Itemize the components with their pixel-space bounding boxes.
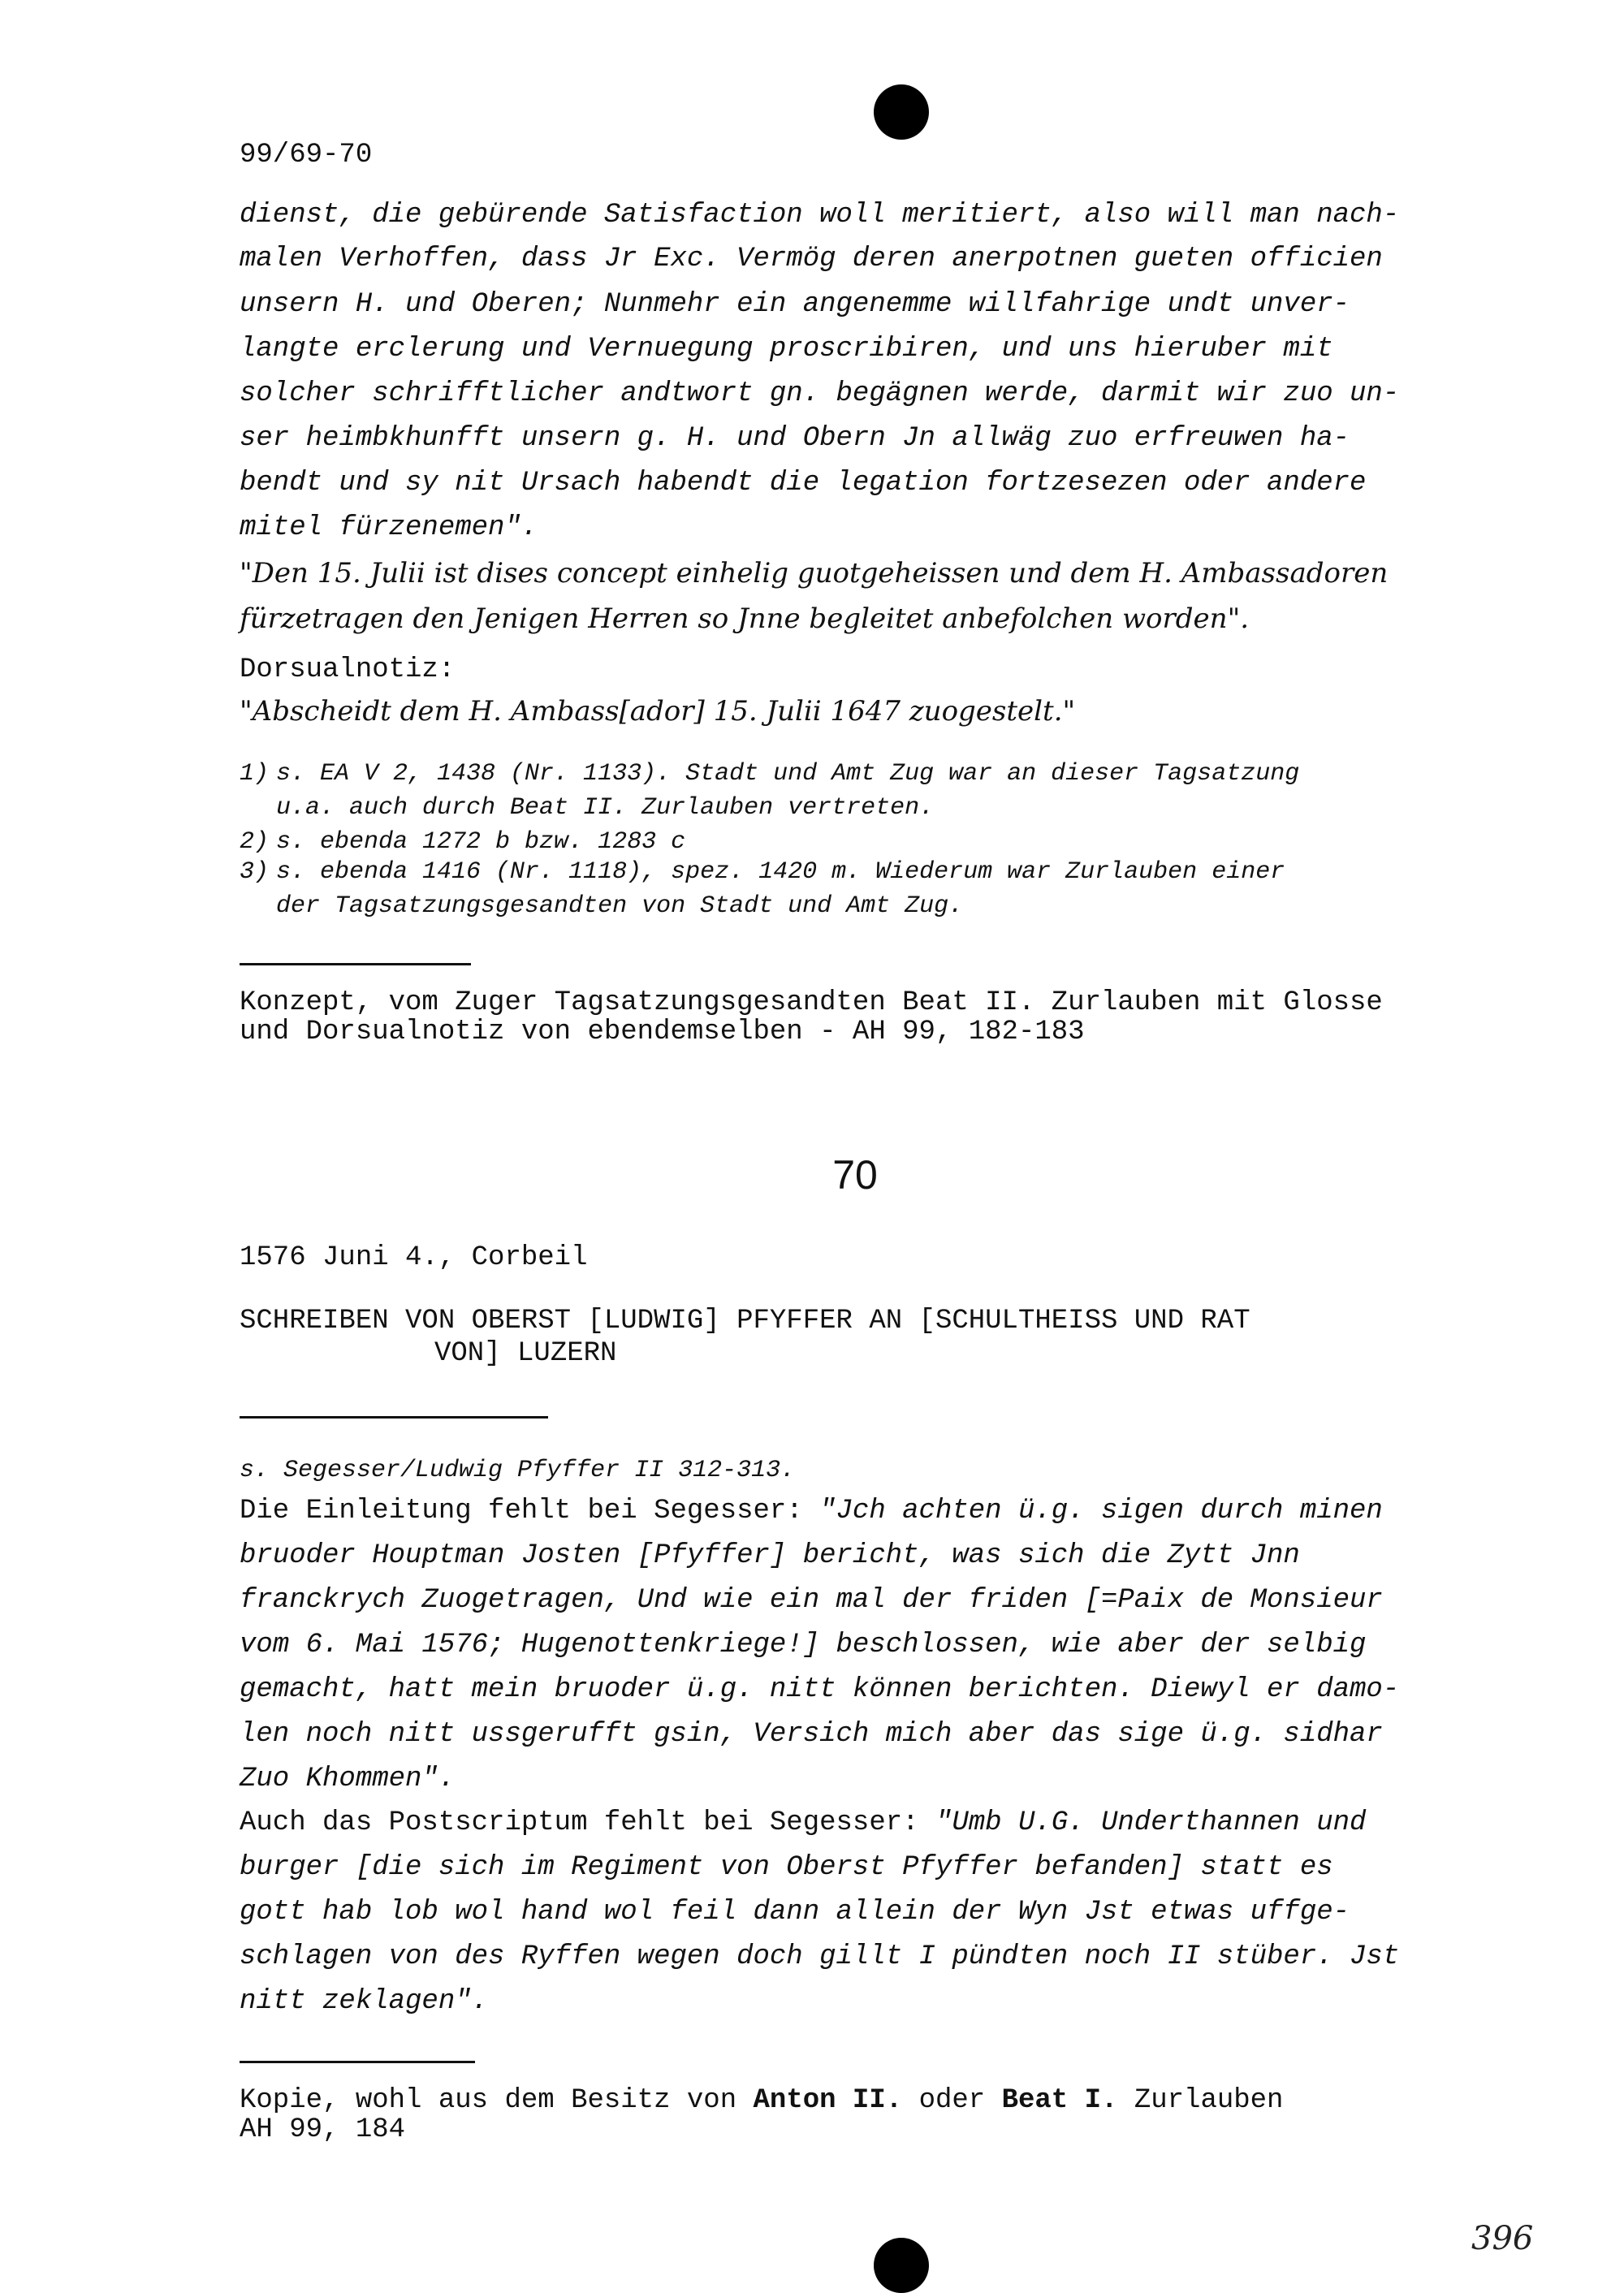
intro-label: Die Einleitung fehlt bei Segesser: [240,1496,803,1527]
punch-hole-bottom [874,2238,929,2293]
title-line: VON] LUZERN [434,1338,617,1369]
letter-line: bendt und sy nit Ursach habendt die legation fortzesezen oder andere [240,468,1367,499]
gloss-line: fürzetragen den Jenigen Herren so Jnne begleitet anbefolchen worden". [240,602,1250,635]
ps-first-line [240,1807,1366,1838]
person-name: Beat I. [1001,2085,1118,2116]
ps-line: gott hab lob wol hand wol feil dann allein der Wyn Jst etwas uffge- [240,1897,1350,1928]
footnote-num: 1) [240,760,270,788]
intro-line: len noch nitt ussgerufft gsin, Versich mich aber das sige ü.g. sidhar [240,1719,1383,1750]
footnote-num: 3) [240,858,270,886]
divider [240,1416,548,1419]
title-line: SCHREIBEN VON OBERST [LUDWIG] PFYFFER AN [SCHULTHEISS UND RAT [240,1306,1250,1337]
doc-number: 70 [832,1152,878,1198]
letter-line: dienst, die gebürende Satisfaction woll meritiert, also will man nach- [240,200,1400,231]
handwritten-page-number: 396 [1471,2220,1534,2257]
footnote-line: der Tagsatzungsgesandten von Stadt und Amt Zug. [276,892,964,920]
intro-line: franckrych Zuogetragen, Und wie ein mal der friden [=Paix de Monsieur [240,1585,1383,1616]
footnote-num: 2) [240,828,270,856]
gloss-line: "Den 15. Julii ist dises concept einhelig guotgeheissen und dem H. Ambassadoren [240,557,1389,589]
letter-line: mitel fürzenemen". [240,512,538,543]
letter-line: unsern H. und Oberen; Nunmehr ein angenemme willfahrige undt unver- [240,289,1350,320]
source-note-70-line2: AH 99, 184 [240,2114,406,2145]
ps-label: Auch das Postscriptum fehlt bei Segesser: [240,1807,919,1838]
letter-line: malen Verhoffen, dass Jr Exc. Vermög deren anerpotnen gueten officien [240,244,1383,274]
intro-line: bruoder Houptman Josten [Pfyffer] bericht, was sich die Zytt Jnn [240,1540,1300,1571]
intro-first-line [240,1496,1383,1527]
intro-quote-start: "Jch achten ü.g. sigen durch minen [819,1496,1383,1527]
dorsual-text: "Abscheidt dem H. Ambass[ador] 15. Julii 1647 zuogestelt." [240,695,1076,728]
intro-line: Zuo Khommen". [240,1764,456,1794]
letter-line: langte erclerung und Vernuegung proscribiren, und uns hieruber mit [240,334,1333,365]
footnote-line: s. ebenda 1272 b bzw. 1283 c [276,828,686,856]
source-note-70: Kopie, wohl aus dem Besitz von Anton II. oder Beat I. Zurlauben [240,2085,1284,2116]
dorsual-label: Dorsualnotiz: [240,654,456,685]
footnote-line: u.a. auch durch Beat II. Zurlauben vertreten. [276,794,935,822]
reference: s. Segesser/Ludwig Pfyffer II 312-313. [240,1457,796,1484]
divider [240,2061,475,2063]
punch-hole-top [874,84,929,140]
ps-line: schlagen von des Ryffen wegen doch gillt I pündten noch II stüber. Jst [240,1941,1400,1972]
footnote-line: s. EA V 2, 1438 (Nr. 1133). Stadt und Amt Zug war an dieser Tagsatzung [276,760,1300,788]
footnote-line: s. ebenda 1416 (Nr. 1118), spez. 1420 m. Wiederum war Zurlauben einer [276,858,1285,886]
letter-line: ser heimbkhunfft unsern g. H. und Obern Jn allwäg zuo erfreuwen ha- [240,423,1350,454]
date-place: 1576 Juni 4., Corbeil [240,1242,588,1273]
ps-quote-start: "Umb U.G. Underthannen und [935,1807,1367,1838]
ps-line: nitt zeklagen". [240,1986,489,2017]
page-ref: 99/69-70 [240,140,373,171]
intro-line: gemacht, hatt mein bruoder ü.g. nitt können berichten. Diewyl er damo- [240,1674,1400,1705]
source-note-line: Konzept, vom Zuger Tagsatzungsgesandten Beat II. Zurlauben mit Glosse [240,987,1383,1018]
intro-line: vom 6. Mai 1576; Hugenottenkriege!] beschlossen, wie aber der selbig [240,1630,1367,1660]
letter-line: solcher schrifftlicher andtwort gn. begägnen werde, darmit wir zuo un- [240,378,1400,409]
source-note-line: und Dorsualnotiz von ebendemselben - AH 99, 182-183 [240,1017,1085,1047]
ps-line: burger [die sich im Regiment von Oberst Pfyffer befanden] statt es [240,1852,1333,1883]
divider [240,963,471,965]
person-name: Anton II. [753,2085,903,2116]
